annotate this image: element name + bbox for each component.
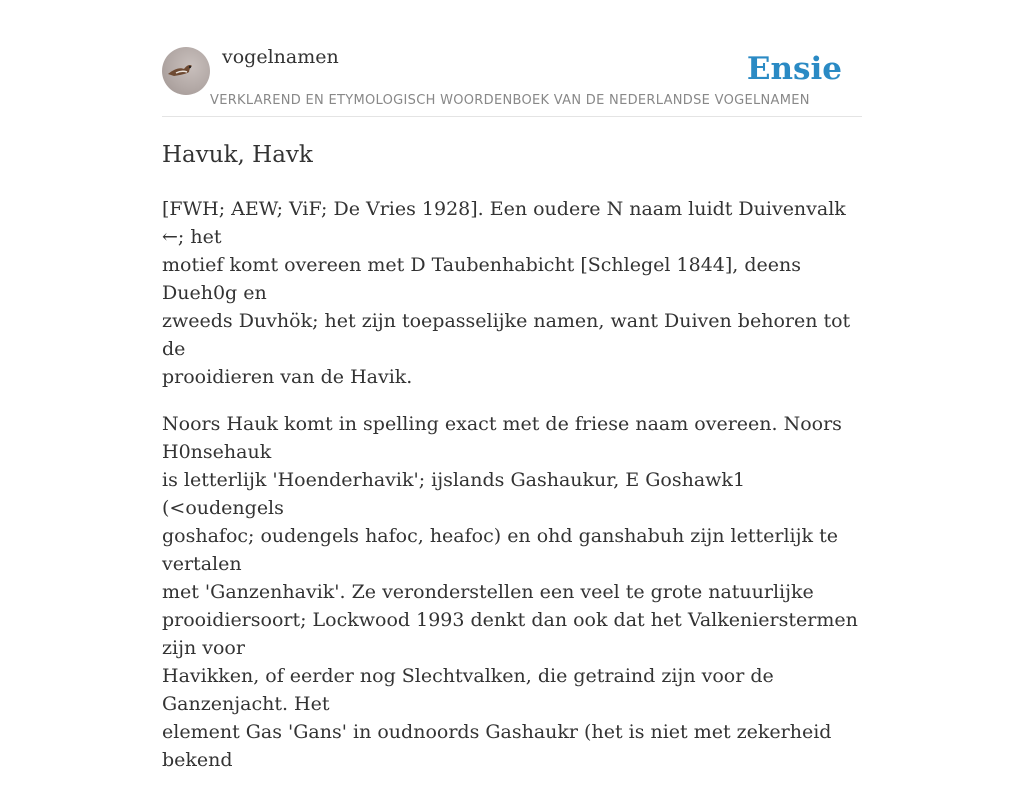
site-name-link[interactable]: vogelnamen: [222, 46, 339, 68]
site-subtitle: VERKLAREND EN ETYMOLOGISCH WOORDENBOEK VAN DE NEDERLANDSE VOGELNAMEN: [210, 93, 810, 108]
site-header: [162, 0, 862, 117]
bird-photo-icon[interactable]: [162, 47, 210, 95]
page: [162, 0, 862, 771]
ensie-logo-link[interactable]: Ensie: [746, 51, 842, 87]
article-paragraph-1: [FWH; AEW; ViF; De Vries 1928]. Een oudere N naam luidt Duivenvalk ←; het motief komt overeen met D Taubenhabicht [Schlegel 1844], deens Dueh0g en zweeds Duvhök; het zijn toepasselijke namen, want Duiven behoren tot de prooidieren van de Havik.: [162, 198, 851, 388]
article-title: Havuk, Havk: [162, 142, 313, 168]
article: [162, 140, 862, 793]
article-paragraph-2: Noors Hauk komt in spelling exact met de friese naam overeen. Noors H0nsehauk is letterlijk 'Hoenderhavik'; ijslands Gashaukur, E Goshawk1 (<oudengels goshafoc; oudengels hafoc, heafoc) en ohd ganshabuh zijn letterlijk te vertalen met 'Ganzenhavik'. Ze veronderstellen een veel te grote natuurlijke prooidiersoort; Lockwood 1993 denkt dan ook dat het Valkenierstermen zijn voor Havikken, of eerder nog Slechtvalken, die getraind zijn voor de Ganzenjacht. Het element Gas 'Gans' in oudnoords Gashaukr (het is niet met zekerheid bekend: [162, 413, 858, 771]
